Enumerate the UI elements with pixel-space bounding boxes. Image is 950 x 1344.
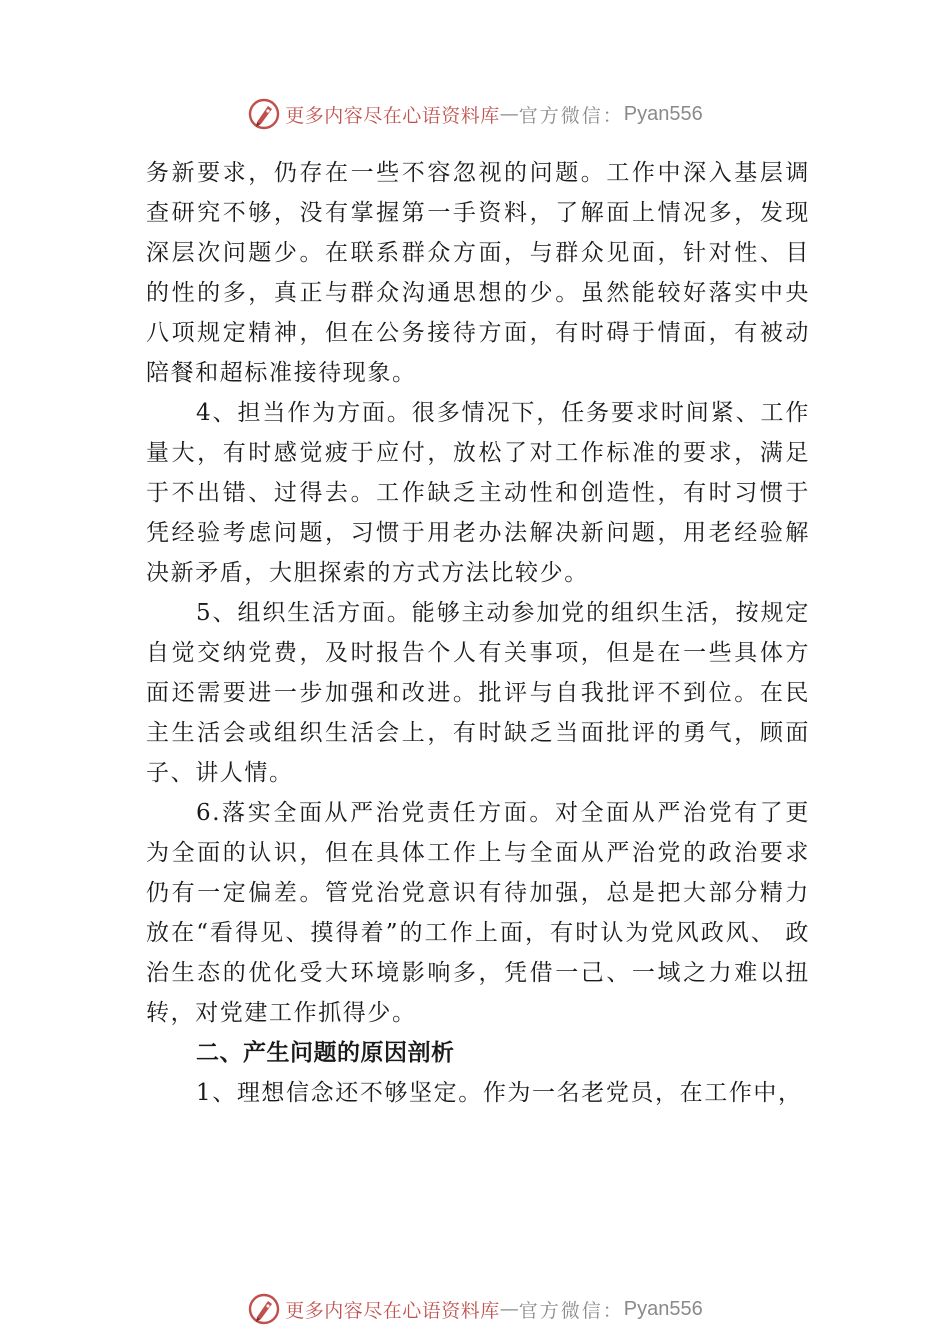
banner-dash: —	[499, 1298, 519, 1320]
wechat-id: Pyan556	[623, 102, 703, 125]
paragraph-item-5: 5、组织生活方面。能够主动参加党的组织生活，按规定自觉交纳党费，及时报告个人有关事项，但是在一些具体方面还需要进一步加强和改进。批评与自我批评不到位。在民主生活会或组织生活会上，有时缺乏当面批评的勇气，顾面子、讲人情。	[146, 600, 810, 786]
section-heading: 二、产生问题的原因剖析	[196, 1040, 455, 1066]
paragraph-continuation: 务新要求，仍存在一些不容忽视的问题。工作中深入基层调查研究不够，没有掌握第一手资料，了解面上情况多，发现深层次问题少。在联系群众方面，与群众见面，针对性、目的性的多，真正与群众沟通思想的少。虽然能较好落实中央八项规定精神，但在公务接待方面，有时碍于情面，有被动陪餐和超标准接待现象。	[146, 160, 810, 386]
brand-logo-icon	[247, 97, 281, 131]
paragraph-item-4: 4、担当作为方面。很多情况下，任务要求时间紧、工作量大，有时感觉疲于应付，放松了对工作标准的要求，满足于不出错、过得去。工作缺乏主动性和创造性，有时习惯于凭经验考虑问题，习惯于用老办法解决新问题，用老经验解决新矛盾，大胆探索的方式方法比较少。	[146, 400, 810, 586]
paragraph-item-6: 6.落实全面从严治党责任方面。对全面从严治党有了更为全面的认识，但在具体工作上与全面从严治党的政治要求仍有一定偏差。管党治党意识有待加强，总是把大部分精力放在“看得见、摸得着”的工作上面，有时认为党风政风、 政治生态的优化受大环境影响多，凭借一己、一域之力难以扭转，对党建工作抓得少。	[146, 800, 810, 1026]
header-banner	[0, 94, 950, 134]
wechat-id: Pyan556	[623, 1297, 703, 1320]
banner-dash: —	[499, 103, 519, 125]
brand-text: 更多内容尽在心语资料库	[285, 104, 500, 127]
document-body	[146, 153, 810, 1113]
brand-text: 更多内容尽在心语资料库	[285, 1299, 500, 1322]
footer-banner	[0, 1289, 950, 1329]
brand-logo-icon	[247, 1292, 281, 1326]
paragraph-cause-1: 1、理想信念还不够坚定。作为一名老党员，在工作中，	[196, 1080, 803, 1106]
wechat-label: 官方微信：	[518, 1299, 624, 1322]
wechat-label: 官方微信：	[518, 104, 624, 127]
